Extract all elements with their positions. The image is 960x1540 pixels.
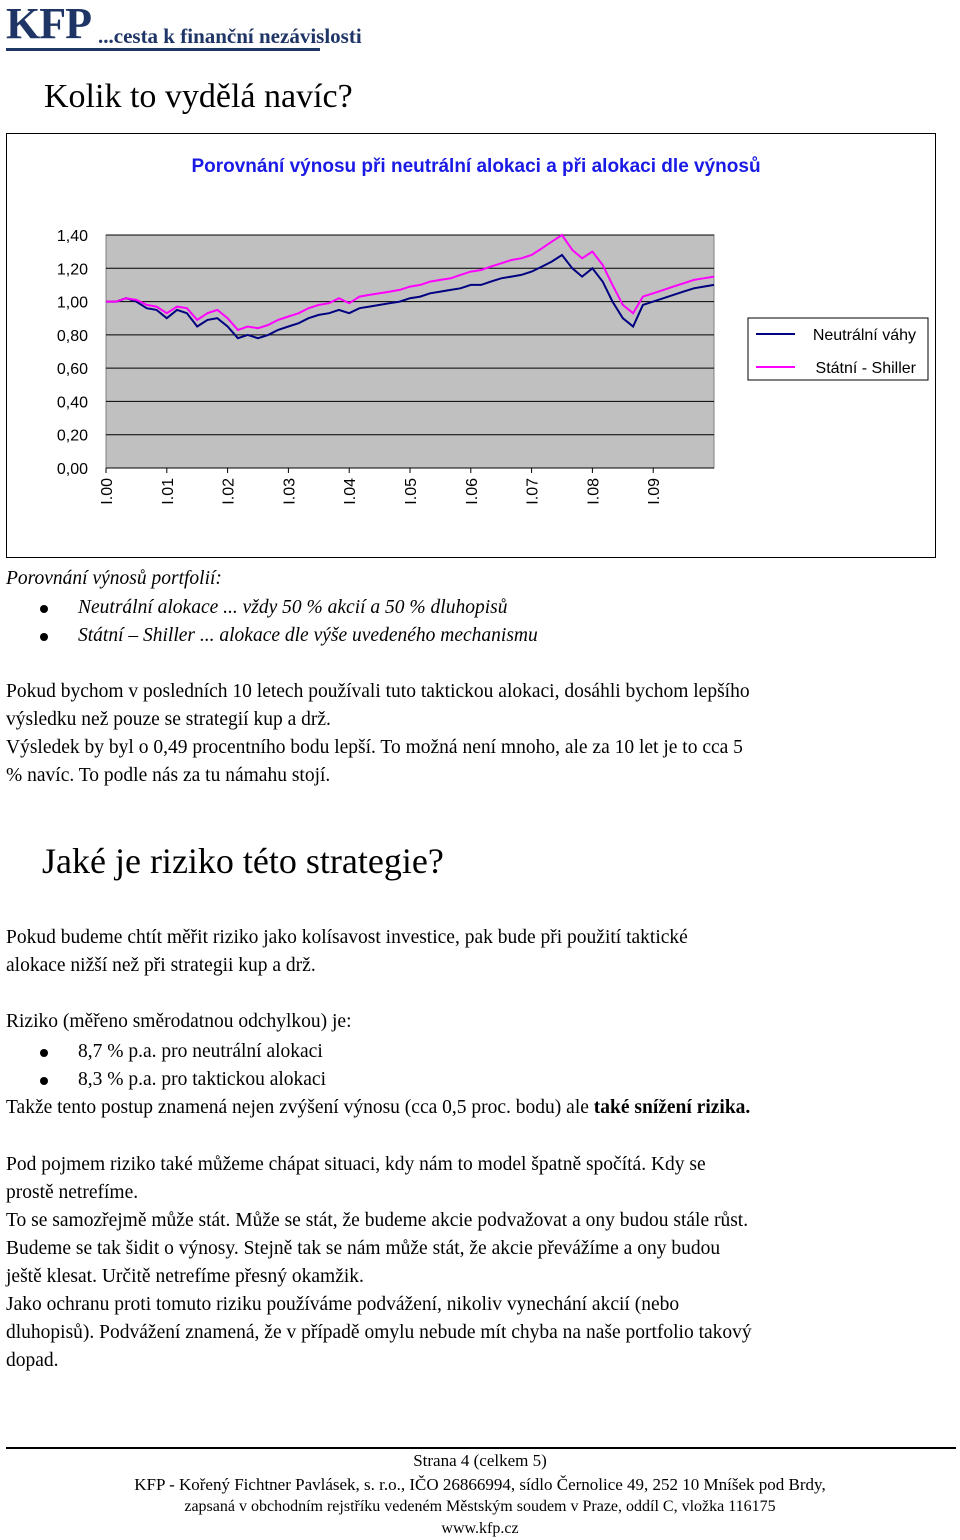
paragraph-line: alokace nižší než při strategii kup a drž. bbox=[6, 955, 316, 976]
x-tick-label: I.00 bbox=[99, 478, 116, 505]
x-tick-label: I.01 bbox=[159, 478, 177, 505]
paragraph-line: % navíc. To podle nás za tu námahu stojí. bbox=[6, 765, 331, 786]
paragraph-line: Výsledek by byl o 0,49 procentního bodu lepší. To možná není mnoho, ale za 10 let je to cca 5 bbox=[6, 737, 743, 758]
paragraph-line: To se samozřejmě může stát. Může se stát, že budeme akcie podvažovat a ony budou stále růst. bbox=[6, 1210, 749, 1231]
bullet-icon bbox=[40, 1077, 48, 1085]
footer-company: KFP - Kořený Fichtner Pavlásek, s. r.o., IČO 26866994, sídlo Černolice 49, 252 10 Mníšek pod Brdy, bbox=[134, 1475, 826, 1494]
y-tick-label: 0,60 bbox=[56, 361, 88, 379]
x-tick-label: I.03 bbox=[281, 478, 299, 505]
paragraph-line: dopad. bbox=[6, 1350, 59, 1371]
footer-registry: zapsaná v obchodním rejstříku vedeném Městským soudem v Praze, oddíl C, vložka 116175 bbox=[184, 1498, 776, 1515]
paragraph-line: Pokud bychom v posledních 10 letech používali tuto taktickou alokaci, dosáhli bychom lepšího bbox=[6, 681, 750, 702]
paragraph-line: dluhopisů). Podvážení znamená, že v případě omylu nebude mít chyba na naše portfolio takový bbox=[6, 1322, 752, 1343]
y-tick-label: 0,40 bbox=[56, 394, 88, 412]
bullet-text: Státní – Shiller ... alokace dle výše uvedeného mechanismu bbox=[78, 625, 538, 646]
risk-heading: Riziko (měřeno směrodatnou odchylkou) je: bbox=[6, 1011, 352, 1032]
bullet-icon bbox=[40, 605, 48, 613]
conclusion-bold: také snížení rizika. bbox=[593, 1097, 751, 1118]
page-title: Kolik to vydělá navíc? bbox=[44, 78, 353, 115]
paragraph-line: Pod pojmem riziko také můžeme chápat situaci, kdy nám to model špatně spočítá. Kdy se bbox=[6, 1154, 706, 1175]
y-tick-label: 1,40 bbox=[56, 228, 88, 245]
paragraph-line: prostě netrefíme. bbox=[6, 1182, 139, 1203]
y-tick-label: 1,20 bbox=[56, 261, 88, 279]
plot-area bbox=[106, 235, 714, 468]
paragraph-line: ještě klesat. Určitě netrefíme přesný okamžik. bbox=[6, 1266, 364, 1287]
x-tick-label: I.05 bbox=[403, 478, 420, 505]
paragraph-line: výsledku než pouze se strategií kup a drž. bbox=[6, 709, 331, 730]
conclusion bbox=[6, 1094, 750, 1122]
bullet-text: 8,3 % p.a. pro taktickou alokaci bbox=[78, 1069, 327, 1090]
x-tick-label: I.08 bbox=[585, 478, 603, 505]
y-axis-ticks bbox=[57, 228, 88, 478]
y-tick-label: 0,80 bbox=[56, 327, 88, 345]
x-tick-label: I.06 bbox=[463, 478, 481, 505]
chart-svg bbox=[0, 0, 960, 560]
page-number: Strana 4 (celkem 5) bbox=[413, 1451, 547, 1470]
portfolio-heading: Porovnání výnosů portfolií: bbox=[6, 568, 222, 589]
y-tick-label: 0,00 bbox=[56, 461, 88, 478]
bullet-text: Neutrální alokace ... vždy 50 % akcií a 50 % dluhopisů bbox=[78, 597, 508, 618]
section-heading: Jaké je riziko této strategie? bbox=[42, 841, 444, 881]
bullet-text: 8,7 % p.a. pro neutrální alokaci bbox=[78, 1041, 323, 1062]
legend-label: Státní - Shiller bbox=[815, 360, 916, 377]
bullet-icon bbox=[40, 633, 48, 641]
y-tick-label: 0,20 bbox=[56, 427, 88, 445]
legend-label: Neutrální váhy bbox=[812, 327, 916, 344]
conclusion-text: Takže tento postup znamená nejen zvýšení výnosu (cca 0,5 proc. bodu) ale bbox=[6, 1097, 594, 1118]
logo-tagline: ...cesta k finanční nezávislosti bbox=[98, 24, 362, 48]
logo-main-text: KFP bbox=[6, 0, 91, 48]
bullet-icon bbox=[40, 1049, 48, 1057]
x-axis-ticks bbox=[99, 468, 663, 505]
paragraph-line: Budeme se tak šidit o výnosy. Stejně tak se nám může stát, že akcie převážíme a ony budou bbox=[6, 1238, 721, 1259]
footer-website: www.kfp.cz bbox=[441, 1520, 519, 1537]
paragraph-line: Pokud budeme chtít měřit riziko jako kolísavost investice, pak bude při použití taktické bbox=[6, 927, 688, 948]
x-tick-label: I.04 bbox=[342, 478, 360, 505]
y-tick-label: 1,00 bbox=[56, 294, 88, 312]
x-tick-label: I.09 bbox=[646, 478, 664, 505]
footer-rule bbox=[6, 1447, 956, 1449]
chart-title: Porovnání výnosu při neutrální alokaci a při alokaci dle výnosů bbox=[191, 156, 761, 177]
x-tick-label: I.02 bbox=[220, 478, 238, 505]
x-tick-label: I.07 bbox=[524, 478, 542, 505]
paragraph-line: Jako ochranu proti tomuto riziku používáme podvážení, nikoliv vynechání akcií (nebo bbox=[6, 1294, 680, 1315]
